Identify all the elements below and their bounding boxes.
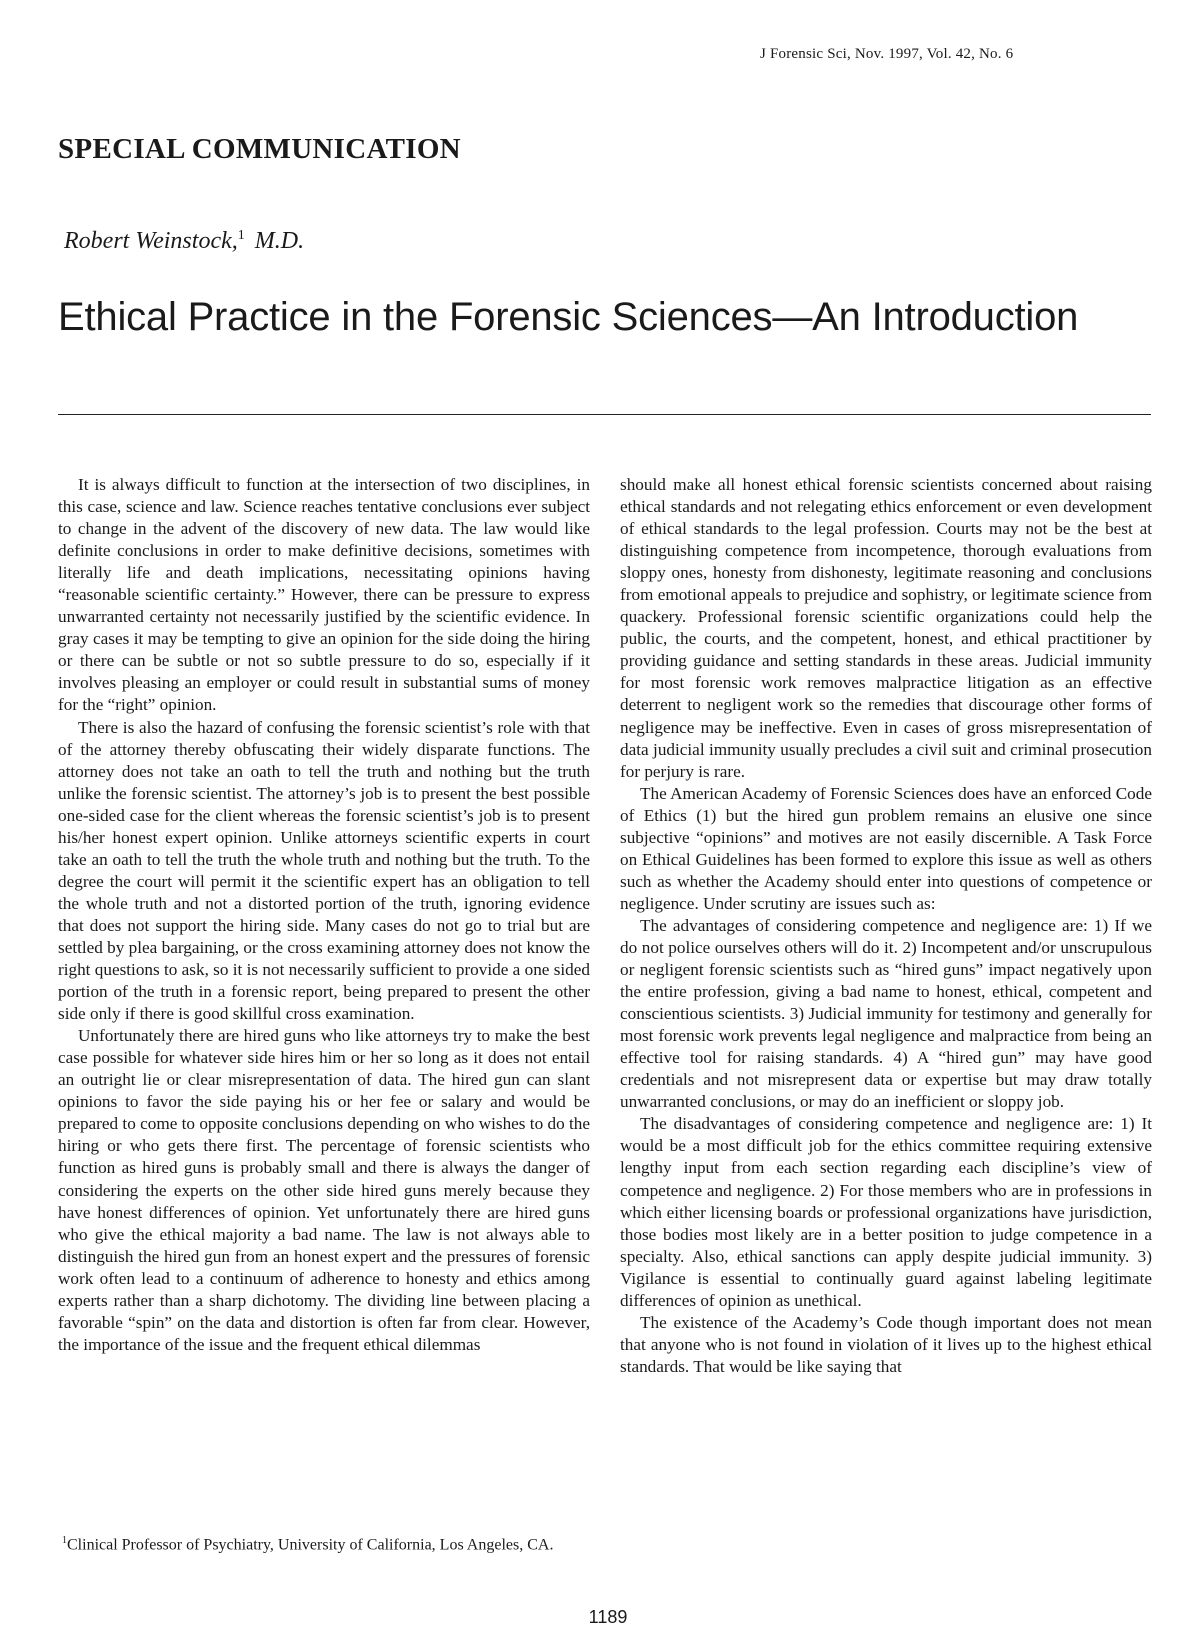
- body-paragraph: Unfortunately there are hired guns who like attorneys try to make the best case possible for whatever side hires him or her so long as it does not entail an outright lie or clear misrepresentation of data. The hired gun can slant opinions to favor the side paying his or her fee or salary and would be prepared to come to opposite conclusions depending on who wishes to do the hiring or who gets there first. The percentage of forensic scientists who function as hired guns is probably small and there is always the danger of considering the experts on the other side hired guns merely because they have honest differences of opinion. Yet unfortunately there are hired guns who give the ethical majority a bad name. The law is not always able to distinguish the hired gun from an honest expert and the pressures of forensic work often lead to a continuum of adherence to honesty and ethics among experts rather than a sharp dichotomy. The dividing line between placing a favorable “spin” on the data and distortion is often far from clear. However, the importance of the issue and the frequent ethical dilemmas: [58, 1026, 590, 1354]
- page-number: 1189: [588, 1607, 628, 1627]
- body-paragraph: The advantages of considering competence and negligence are: 1) If we do not police ourselves others will do it. 2) Incompetent and/or unscrupulous or negligent forensic scientists such as “hired guns” impact negatively upon the entire profession, giving a bad name to honest, ethical, competent and conscientious scientists. 3) Judicial immunity for testimony and generally for most forensic work prevents legal negligence and malpractice from being an effective tool for raising standards. 4) A “hired gun” may have good credentials and not misrepresent data or expertise but may draw totally unwarranted conclusions, or may do an inefficient or sloppy job.: [620, 915, 1152, 1112]
- body-paragraph: The existence of the Academy’s Code though important does not mean that anyone who is not found in violation of it lives up to the highest ethical standards. That would be like saying that: [620, 1312, 1152, 1376]
- article-title: Ethical Practice in the Forensic Sciences—An Introduction: [58, 295, 1079, 339]
- author-degree: M.D.: [254, 228, 305, 254]
- running-head: J Forensic Sci, Nov. 1997, Vol. 42, No. 6: [760, 46, 1014, 62]
- left-column: [58, 474, 590, 1356]
- body-paragraph: The disadvantages of considering competence and negligence are: 1) It would be a most difficult job for the ethics committee requiring extensive lengthy input from each section regarding each discipline’s view of competence and negligence. 2) For those members who are in professions in which either licensing boards or professional organizations have jurisdiction, those bodies most likely are in a better position to judge competence in a specialty. Also, ethical sanctions can apply despite judicial immunity. 3) Vigilance is essential to continually guard against labeling legitimate differences of opinion as unethical.: [620, 1114, 1152, 1310]
- right-column: [620, 474, 1152, 1378]
- author-name: Robert Weinstock,: [64, 228, 238, 254]
- body-paragraph: It is always difficult to function at the intersection of two disciplines, in this case, science and law. Science reaches tentative conclusions ever subject to change in the advent of the discovery of new data. The law would like definite conclusions in order to make definitive decisions, sometimes with literally life and death implications, necessitating opinions having “reasonable scientific certainty.” However, there can be pressure to express unwarranted certainty not necessarily justified by the scientific evidence. In gray cases it may be tempting to give an opinion for the side doing the hiring or there can be subtle or not so subtle pressure to do so, especially if it involves pleasing an employer or could result in substantial sums of money for the “right” opinion.: [58, 475, 590, 715]
- author-footnote-mark: 1: [237, 228, 245, 243]
- footnote: [58, 1531, 590, 1555]
- footnote-text: Clinical Professor of Psychiatry, University of California, Los Angeles, CA.: [67, 1536, 554, 1554]
- footnote-mark: 1: [62, 1535, 67, 1546]
- body-paragraph: The American Academy of Forensic Sciences does have an enforced Code of Ethics (1) but the hired gun problem remains an elusive one since subjective “opinions” and motives are not easily discernible. A Task Force on Ethical Guidelines has been formed to explore this issue as well as others such as whether the Academy should enter into questions of competence or negligence. Under scrutiny are issues such as:: [620, 783, 1152, 913]
- author-line: [64, 228, 304, 255]
- section-label: SPECIAL COMMUNICATION: [58, 133, 461, 165]
- body-paragraph: There is also the hazard of confusing the forensic scientist’s role with that of the attorney thereby obfuscating their widely disparate functions. The attorney does not take an oath to tell the truth and nothing but the truth unlike the forensic scientist. The attorney’s job is to present the best possible one-sided case for the client whereas the forensic scientist’s job is to present his/her honest expert opinion. Unlike attorneys scientific experts in court take an oath to tell the truth the whole truth and nothing but the truth. To the degree the court will permit it the scientific expert has an obligation to tell the whole truth and not a distorted portion of the truth, ignoring evidence that does not support the hiring side. Many cases do not go to trial but are settled by plea bargaining, or the cross examining attorney does not know the right questions to ask, so it is not necessarily sufficient to provide a one sided portion of the truth in a forensic report, being prepared to present the other side only if there is good skillful cross examination.: [58, 717, 590, 1024]
- title-divider: [58, 414, 1151, 415]
- body-paragraph: should make all honest ethical forensic scientists concerned about raising ethical standards and not relegating ethics enforcement or even development of ethical standards to the legal profession. Courts may not be the best at distinguishing competence from incompetence, thorough evaluations from sloppy ones, honesty from dishonesty, legitimate reasoning and conclusions from emotional appeals to prejudice and sophistry, or legitimate science from quackery. Professional forensic scientific organizations could help the public, the courts, and the competent, honest, and ethical practitioner by providing guidance and setting standards in these areas. Judicial immunity for most forensic work removes malpractice litigation as an effective deterrent to negligent work so the remedies that discourage other forms of negligence may be ineffective. Even in cases of gross misrepresentation of data judicial immunity usually precludes a civil suit and criminal prosecution for perjury is rare.: [620, 475, 1153, 781]
